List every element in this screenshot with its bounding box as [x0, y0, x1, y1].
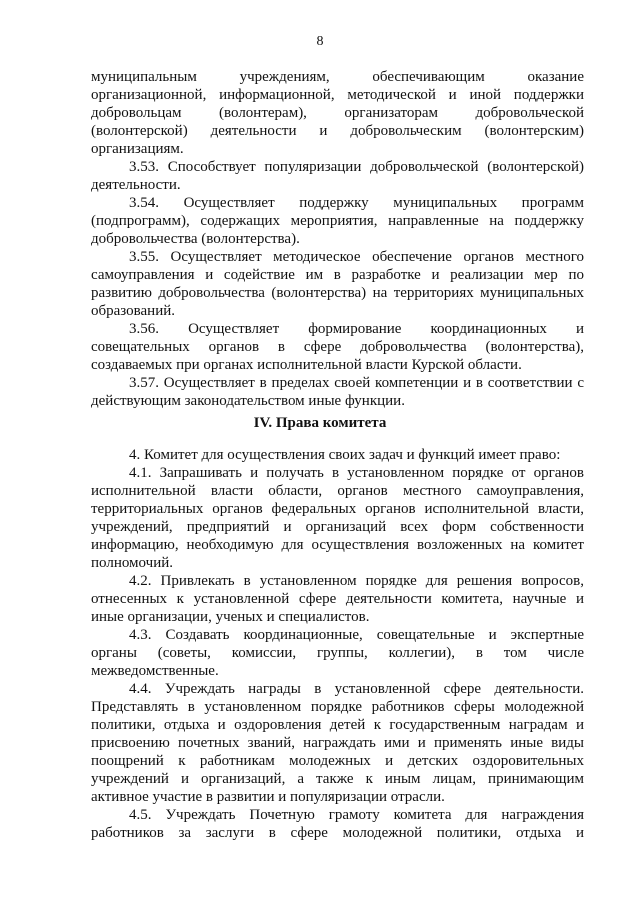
text-line: активное участие в развитии и популяризации отрасли. [91, 789, 445, 805]
paragraph [91, 572, 584, 626]
page-number: 8 [316, 34, 324, 49]
paragraph [91, 248, 584, 320]
text-line: информацию, необходимую для осуществления возложенных на комитет [91, 537, 584, 553]
text-line: исполнительной власти области, органов местного самоуправления, [91, 483, 584, 499]
paragraph [91, 374, 584, 410]
text-line: отнесенных к установленной сфере деятельности комитета, научные и [91, 591, 584, 607]
text-line: органы (советы, комиссии, группы, коллегии), в том числе [91, 645, 584, 661]
text-line: 3.57. Осуществляет в пределах своей компетенции и в соответствии с [129, 375, 584, 391]
text-line: работников за заслуги в сфере молодежной политики, отдыха и [91, 825, 584, 841]
text-line: развитию добровольчества (волонтерства) на территориях муниципальных [91, 285, 584, 301]
paragraph [91, 446, 584, 464]
paragraph [91, 680, 584, 806]
text-line: поощрений к работникам молодежных и детских оздоровительных [91, 753, 584, 769]
text-line: 4.2. Привлекать в установленном порядке для решения вопросов, [129, 573, 584, 589]
text-line: деятельности. [91, 177, 181, 193]
text-line: муниципальным учреждениям, обеспечивающим оказание [91, 69, 584, 85]
text-line: 3.53. Способствует популяризации добровольческой (волонтерской) [129, 159, 584, 175]
text-line: Представлять в установленном порядке работников сферы молодежной [91, 699, 584, 715]
text-line: 4.5. Учреждать Почетную грамоту комитета для награждения [129, 807, 584, 823]
text-line: создаваемых при органах исполнительной власти Курской области. [91, 357, 522, 373]
text-line: 3.55. Осуществляет методическое обеспечение органов местного [129, 249, 584, 265]
text-line: организациям. [91, 141, 184, 157]
text-line: действующим законодательством иные функции. [91, 393, 405, 409]
paragraph [91, 626, 584, 680]
section-heading: IV. Права комитета [253, 415, 387, 431]
text-line: межведомственные. [91, 663, 219, 679]
text-line: совещательных органов в сфере добровольчества (волонтерства), [91, 339, 584, 355]
text-line: присвоению почетных званий, награждать ими и применять иные виды [91, 735, 584, 751]
text-line: 4.1. Запрашивать и получать в установленном порядке от органов [129, 465, 584, 481]
text-line: иные организации, ученых и специалистов. [91, 609, 370, 625]
text-line: территориальных органов федеральных органов исполнительной власти, [91, 501, 584, 517]
text-line: (подпрограмм), содержащих мероприятия, направленные на поддержку [91, 213, 584, 229]
text-line: 4.3. Создавать координационные, совещательные и экспертные [129, 627, 584, 643]
text-line: добровольчества (волонтерства). [91, 231, 300, 247]
paragraph [91, 320, 584, 374]
text-line: учреждений, предприятий и организаций всех форм собственности [91, 519, 584, 535]
text-line: самоуправления и содействие им в разработке и реализации мер по [91, 267, 584, 283]
paragraph [91, 806, 584, 842]
text-line: 3.56. Осуществляет формирование координационных и [129, 321, 584, 337]
text-line: образований. [91, 303, 176, 319]
paragraph [91, 158, 584, 194]
text-line: 3.54. Осуществляет поддержку муниципальных программ [129, 195, 584, 211]
text-line: полномочий. [91, 555, 174, 571]
text-line: 4. Комитет для осуществления своих задач и функций имеет право: [129, 447, 561, 463]
text-line: (волонтерской) деятельности и добровольческим (волонтерским) [91, 123, 584, 139]
text-line: политики, отдыха и оздоровления детей к государственным наградам и [91, 717, 584, 733]
text-line: 4.4. Учреждать награды в установленной сфере деятельности. [129, 681, 584, 697]
paragraph [91, 464, 584, 572]
paragraph [91, 68, 584, 158]
paragraph [91, 194, 584, 248]
text-line: добровольцам (волонтерам), организаторам добровольческой [91, 105, 584, 121]
text-line: организационной, информационной, методической и иной поддержки [91, 87, 584, 103]
text-line: учреждений и организаций, а также к иным лицам, принимающим [91, 771, 584, 787]
